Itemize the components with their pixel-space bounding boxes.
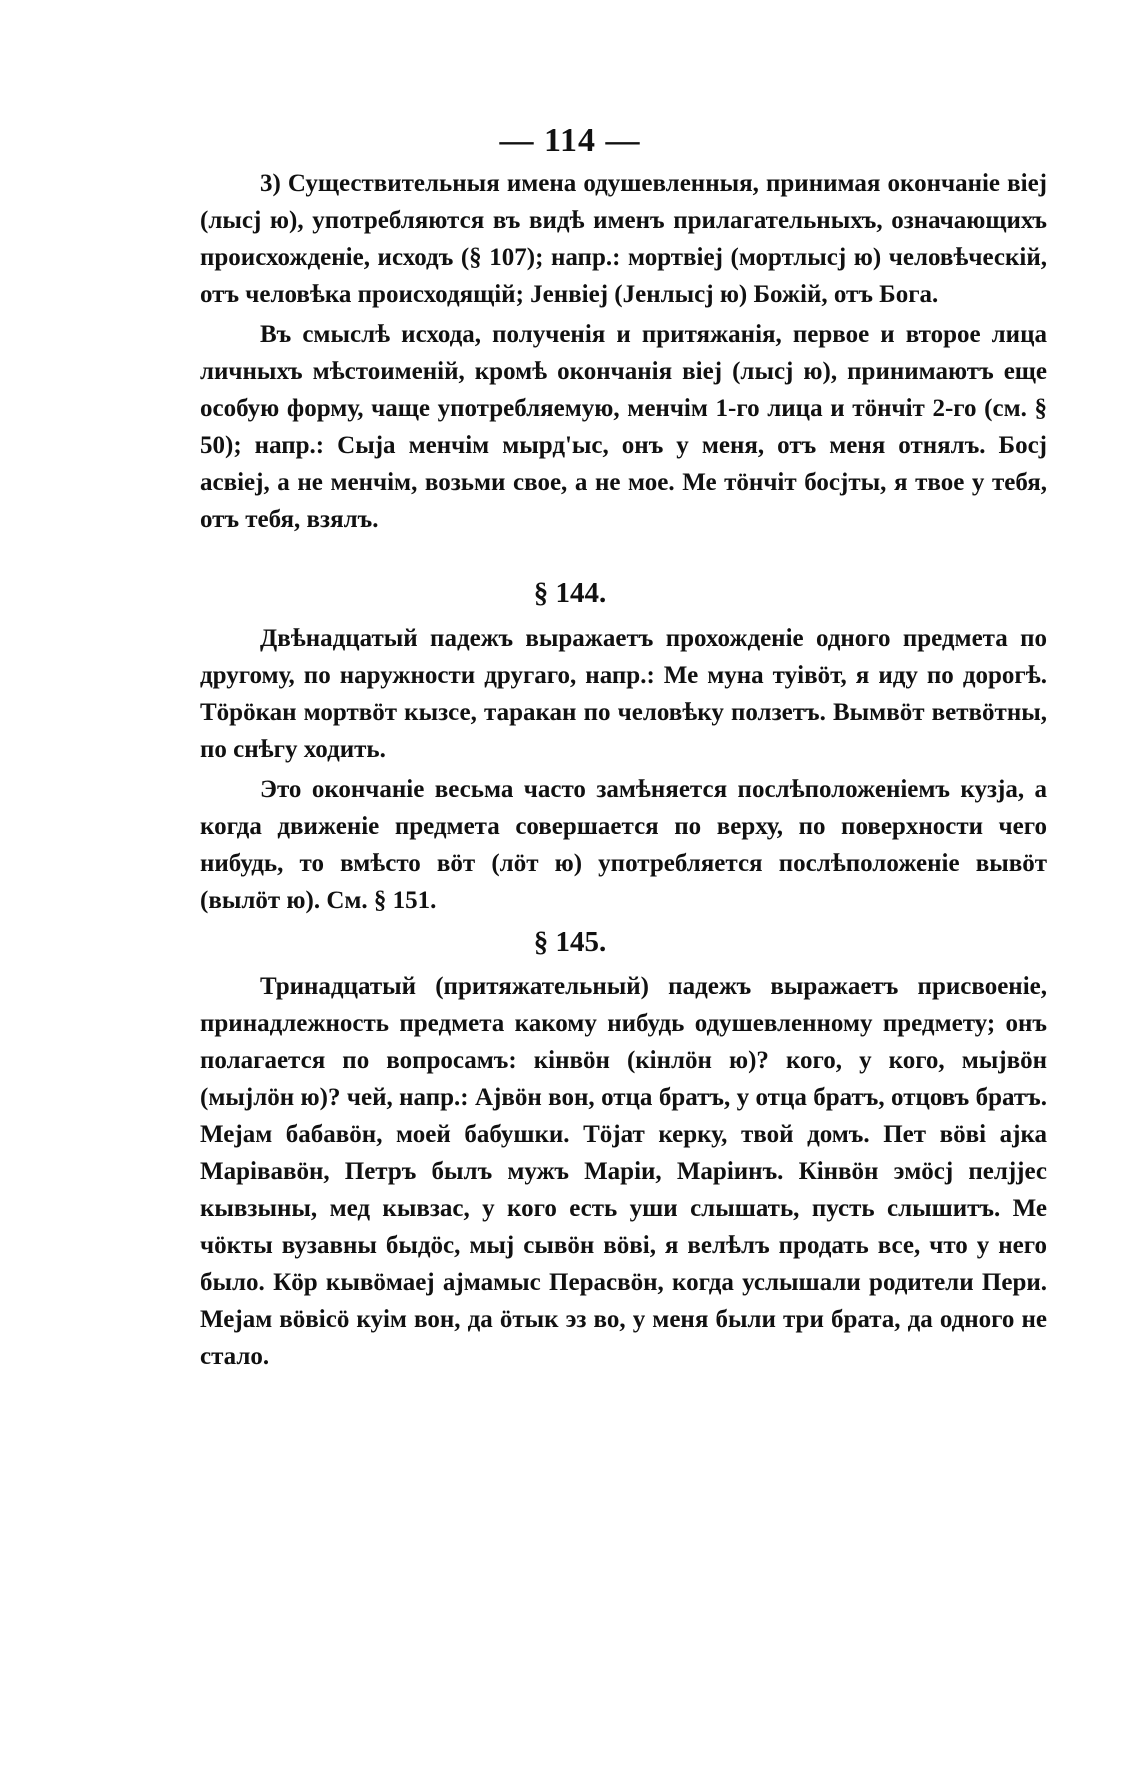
text-block-section-145 (200, 968, 1047, 1375)
paragraph-pronoun-forms: Въ смыслѣ исхода, полученія и притяжанія, первое и второе лица личныхъ мѣстоименій, кромѣ окончанія віеј (лысј ю), принимаютъ еще особую форму, чаще употребляемую, менчім 1-го лица и тöнчіт 2-го (см. § 50); напр.: Сыја менчім мырд'ыс, онъ у меня, отъ меня отнялъ. Босј асвіеј, а не менчім, возьми свое, а не мое. Ме тöнчіт босјты, я твое у тебя, отъ тебя, взялъ. (200, 321, 1047, 533)
paragraph-3-nouns: 3) Существительныя имена одушевленныя, принимая окончаніе віеј (лысј ю), употребляются въ видѣ именъ прилагательныхъ, означающихъ происхожденіе, исходъ (§ 107); напр.: мортвіеј (мортлысј ю) человѣческій, отъ человѣка происходящій; Јенвіеј (Јенлысј ю) Божій, отъ Бога. (200, 170, 1047, 308)
text-block-section-144 (200, 620, 1047, 919)
text-block-paragraph-3 (200, 165, 1047, 538)
section-heading-145: § 145. (533, 926, 607, 958)
paragraph-postposition: Это окончаніе весьма часто замѣняется послѣположеніемъ кузја, а когда движеніе предмета совершается по верху, по поверхности чего нибудь, то вмѣсто вöт (лöт ю) употребляется послѣположеніе вывöт (вылöт ю). См. § 151. (200, 776, 1047, 914)
paragraph-twelfth-case: Двѣнадцатый падежъ выражаетъ прохожденіе одного предмета по другому, по наружности другаго, напр.: Ме муна туівöт, я иду по дорогѣ. Тöрöкан мортвöт кызсе, таракан по человѣку ползетъ. Вымвöт ветвöтны, по снѣгу ходить. (200, 625, 1047, 763)
section-heading-144: § 144. (533, 577, 607, 609)
page-number: — 114 — (499, 122, 641, 159)
paragraph-thirteenth-case: Тринадцатый (притяжательный) падежъ выражаетъ присвоеніе, принадлежность предмета какому нибудь одушевленному предмету; онъ полагается по вопросамъ: кінвöн (кінлöн ю)? кого, у кого, мыјвöн (мыјлöн ю)? чей, напр.: Ајвöн вон, отца братъ, у отца братъ, отцовъ братъ. Мејам бабавöн, моей бабушки. Тöјат керку, твой домъ. Пет вöві ајка Марівавöн, Петръ былъ мужъ Маріи, Маріинъ. Кінвöн эмöсј пелјјес кывзыны, мед кывзас, у кого есть уши слышать, пусть слышитъ. Ме чöкты вузавны быдöс, мыј сывöн вöві, я велѣлъ продать все, что у него было. Кöр кывöмаеј ајмамыс Перасвöн, когда услышали родители Пери. Мејам вöвісö куім вон, да öтык эз во, у меня были три брата, да одного не стало. (200, 973, 1047, 1370)
